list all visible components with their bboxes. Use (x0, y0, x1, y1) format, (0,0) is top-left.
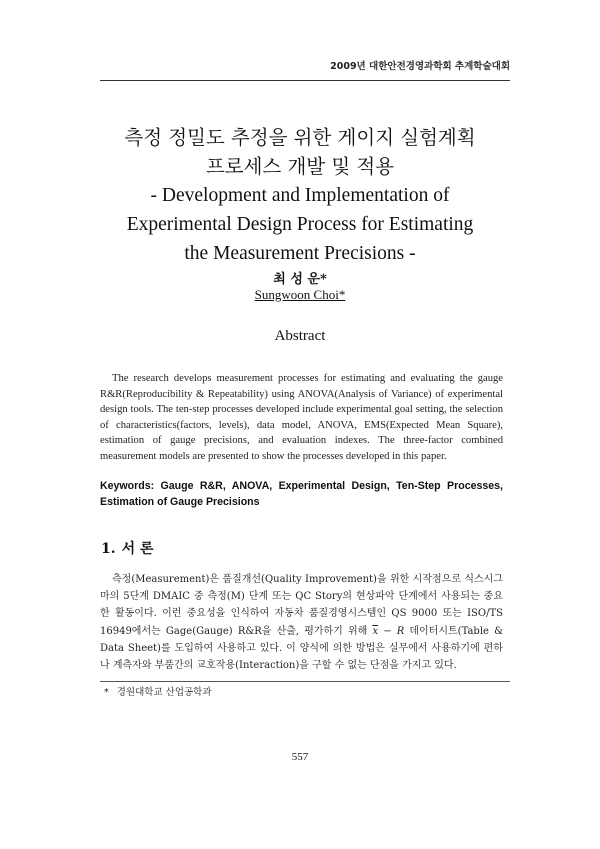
author-name-english: Sungwoon Choi* (254, 287, 346, 302)
header-rule (100, 80, 510, 81)
keywords: Keywords: Gauge R&R, ANOVA, Experimental Design, Ten-Step Processes, Estimation of Gauge Precisions (100, 480, 503, 508)
intro-text-part1: 측정(Measurement)은 품질개선(Quality Improvement)을 위한 시작점으로 식스시그마의 5단계 DMAIC 중 측정(M) 단계 또는 QC Story의 현상파악 단계에서 사용되는 중요한 활동이다. 이런 중요성을 인식하여 자동차 품질경영시스템인 QS 9000 또는 ISO/TS 16949에서는 Gage(Gauge) R&R을 산출, 평가하기 위해 (100, 574, 503, 637)
section-title: 서 론 (121, 541, 154, 557)
section-number: 1. (101, 541, 116, 557)
footnote-rule (100, 681, 510, 682)
conference-header: 2009년 대한안전경영과학회 추계학술대회 (330, 61, 510, 72)
footnote (104, 684, 212, 698)
author-name-korean: 최 성 운* (273, 272, 327, 287)
footnote-text: 경원대학교 산업공학과 (116, 687, 212, 698)
intro-text-part2: 데이터시트(Table & Data Sheet)를 도입하여 사용하고 있다. 이 양식에 의한 방법은 실무에서 사용하기에 편하나 계측자와 부품간의 교호작용(Interaction)을 구할 수 없는 단점을 가지고 있다. (100, 625, 503, 672)
author-name-english-wrap (200, 287, 400, 303)
xbar-symbol: $\overline{x}$ (372, 625, 379, 637)
title-korean-line1: 측정 정밀도 추정을 위한 게이지 실험계획 (124, 126, 476, 149)
abstract-heading: Abstract (274, 328, 326, 344)
dash-symbol: − (378, 625, 397, 637)
title-english-line2: Experimental Design Process for Estimating (126, 214, 474, 235)
title-english-line1: - Development and Implementation of (150, 185, 450, 206)
page-number: 557 (291, 751, 309, 763)
title-korean-line2: 프로세스 개발 및 적용 (205, 155, 395, 178)
title-english-line3: the Measurement Precisions - (184, 243, 416, 264)
r-symbol: R (396, 625, 405, 637)
abstract-body: The research develops measurement processes for estimating and evaluating the gauge R&R(Reproducibility & Repeatability) using ANOVA(Analysis of Variance) of experimental design tools. The ten-step processes developed include experimental goal setting, the selection of characteristics(factors, levels), data model, ANOVA, EMS(Expected Mean Square), estimation of gauge precisions, and evaluation indexes. The three-factor combined measurement models are presented to show the processes developed in this paper. (100, 373, 503, 462)
section-heading (101, 538, 160, 558)
introduction-paragraph (100, 571, 503, 674)
footnote-mark: * (104, 687, 109, 698)
paper-title (80, 123, 520, 268)
